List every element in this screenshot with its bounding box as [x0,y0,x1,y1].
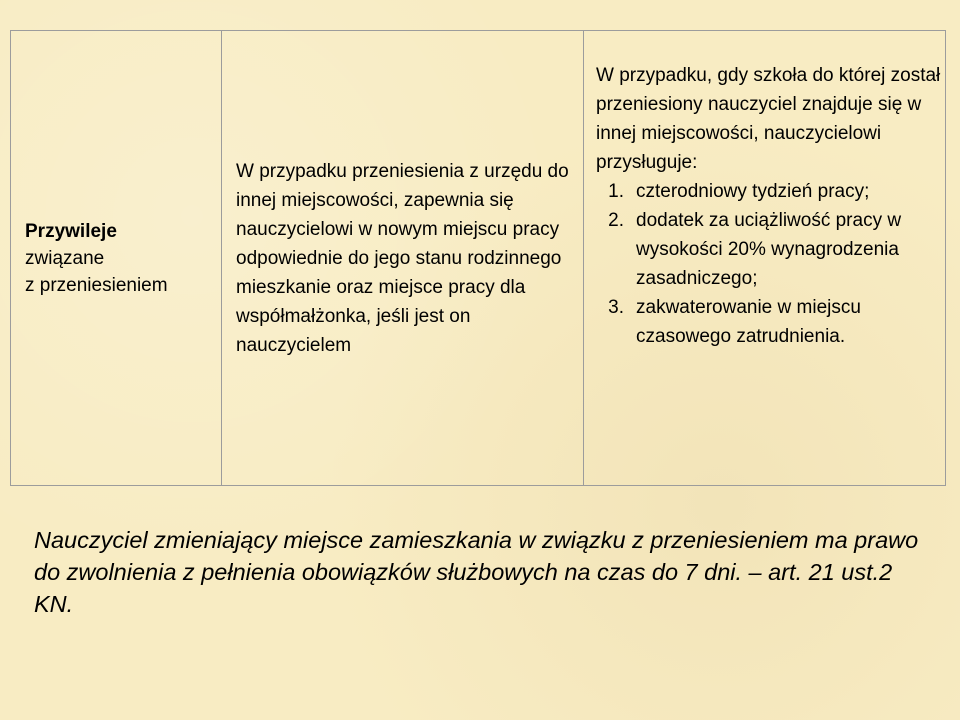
list-item [596,293,941,351]
privileges-table [10,30,946,486]
list-item [596,206,941,293]
list-item-number: 2. [608,210,624,231]
entitlements-list [596,177,941,351]
heading-title: Przywileje [25,220,117,242]
list-item-text: zakwaterowanie w miejscu czasowego zatrudnienia. [636,297,861,347]
table-cell-relocation-housing [221,31,583,485]
heading-line-2: związane [25,247,105,269]
table-cell-heading [11,31,221,485]
list-item-text: dodatek za uciążliwość pracy w wysokości 20% wynagrodzenia zasadniczego; [636,210,902,289]
list-item-number: 3. [608,297,624,318]
list-item [596,177,941,206]
table-cell-entitlements [583,31,947,485]
leave-note: Nauczyciel zmieniający miejsce zamieszkania w związku z przeniesieniem ma prawo do zwolnienia z pełnienia obowiązków służbowych na czas do 7 dni. – art. 21 ust.2 KN. [34,527,919,617]
relocation-housing-text: W przypadku przeniesienia z urzędu do innej miejscowości, zapewnia się nauczycielowi w nowym miejscu pracy odpowiednie do jego stanu rodzinnego mieszkanie oraz miejsce pracy dla współmałżonka, jeśli jest on nauczycielem [236,160,569,356]
entitlements-intro: W przypadku, gdy szkoła do której został przeniesiony nauczyciel znajduje się w innej miejscowości, nauczycielowi przysługuje: [596,65,941,173]
list-item-number: 1. [608,181,624,202]
heading-line-3: z przeniesieniem [25,274,168,296]
list-item-text: czterodniowy tydzień pracy; [636,181,870,202]
